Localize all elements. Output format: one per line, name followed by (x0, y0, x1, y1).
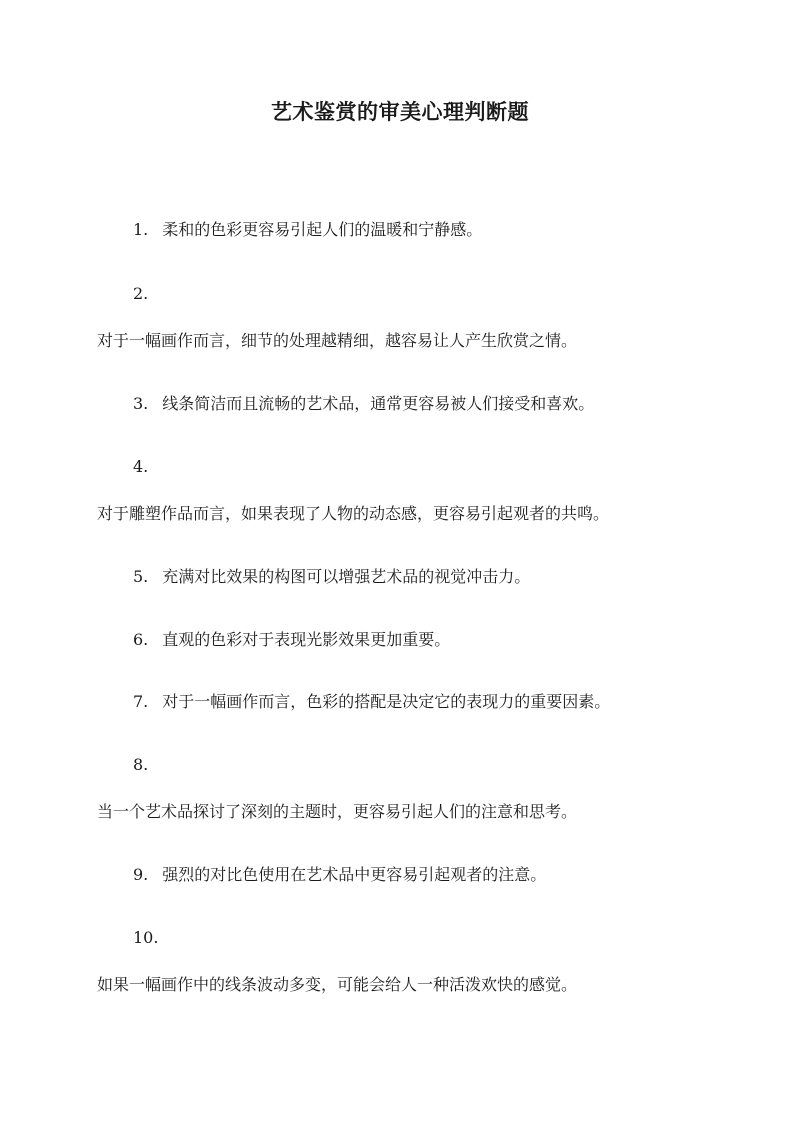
question-text-10: 如果一幅画作中的线条波动多变，可能会给人一种活泼欢快的感觉。 (97, 975, 578, 994)
question-text: 直观的色彩对于表现光影效果更加重要。 (162, 630, 451, 649)
question-text: 强烈的对比色使用在艺术品中更容易引起观者的注意。 (162, 865, 547, 884)
document-title: 艺术鉴赏的审美心理判断题 (271, 99, 529, 124)
question-text-4: 对于雕塑作品而言，如果表现了人物的动态感，更容易引起观者的共鸣。 (97, 504, 610, 523)
question-number-2: 2. (133, 284, 149, 303)
question-number: 6. (133, 630, 149, 649)
question-number-8: 8. (133, 755, 149, 774)
question-item-1 (133, 219, 482, 241)
question-item-3 (133, 393, 594, 415)
question-text-8: 当一个艺术品探讨了深刻的主题时，更容易引起人们的注意和思考。 (97, 802, 578, 821)
question-number: 5. (133, 567, 149, 586)
question-number-10: 10. (133, 928, 159, 947)
question-number: 3. (133, 394, 149, 413)
question-number-4: 4. (133, 457, 149, 476)
question-item-9 (133, 864, 546, 886)
question-text: 线条简洁而且流畅的艺术品，通常更容易被人们接受和喜欢。 (162, 394, 595, 413)
question-number: 9. (133, 865, 149, 884)
question-number: 7. (133, 692, 149, 711)
question-text: 充满对比效果的构图可以增强艺术品的视觉冲击力。 (162, 567, 531, 586)
question-item-6 (133, 629, 450, 651)
question-text: 对于一幅画作而言，色彩的搭配是决定它的表现力的重要因素。 (162, 692, 611, 711)
question-item-7 (133, 691, 610, 713)
question-number: 1. (133, 220, 149, 239)
question-text-2: 对于一幅画作而言，细节的处理越精细，越容易让人产生欣赏之情。 (97, 331, 578, 350)
question-item-5 (133, 566, 530, 588)
question-text: 柔和的色彩更容易引起人们的温暖和宁静感。 (162, 220, 483, 239)
